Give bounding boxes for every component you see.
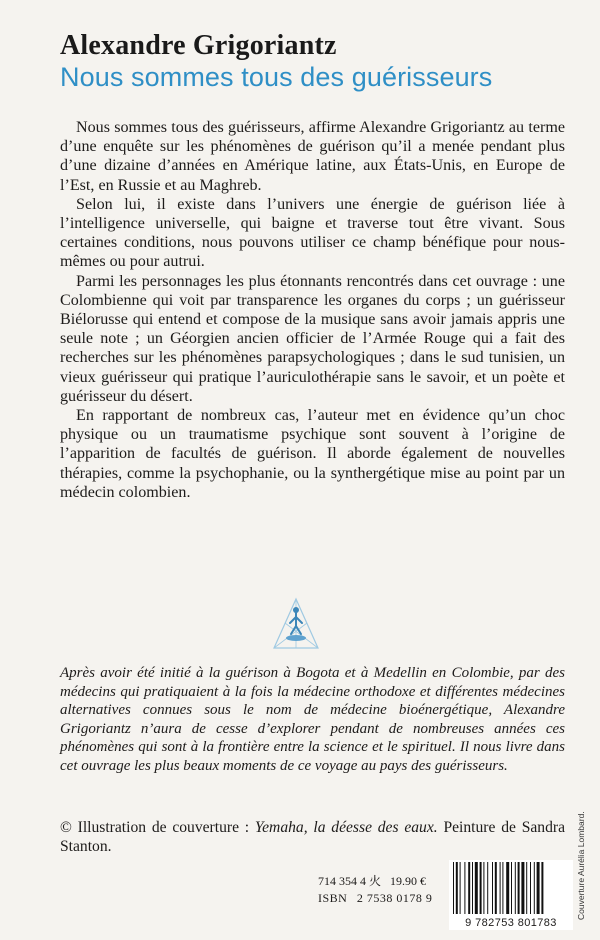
back-cover-text <box>60 118 565 502</box>
paragraph-1: Nous sommes tous des guérisseurs, affirme Alexandre Grigoriantz au terme d’une enquête sur les phénomènes de guérison qu’il a menée pendant plus d’une dizaine d’années en Amérique latine, aux États-Unis, en Europe de l’Est, en Russie et au Maghreb. <box>60 119 565 194</box>
barcode-bar <box>483 862 484 914</box>
credit-prefix: © Illustration de couverture : <box>60 819 255 836</box>
publisher-symbol: ⽕ <box>369 874 382 888</box>
barcode-bar <box>521 862 524 914</box>
barcode-bar <box>472 862 473 914</box>
isbn-number: 2 7538 0178 9 <box>356 891 433 905</box>
barcode-bar <box>506 862 509 914</box>
isbn-label: ISBN <box>318 891 348 905</box>
price-line <box>318 872 426 889</box>
cover-design-credit: Couverture Aurélia Lombard. <box>576 811 586 920</box>
barcode-bar <box>492 862 493 914</box>
publisher-logo-icon <box>271 596 321 652</box>
barcode-bar <box>464 862 465 914</box>
barcode-bar <box>456 862 458 914</box>
barcode-bar <box>515 862 516 914</box>
isbn-line <box>318 891 432 906</box>
product-code: 714 354 4 <box>318 874 366 888</box>
paragraph-3: Parmi les personnages les plus étonnants rencontrés dans cet ouvrage : une Colombienne qui voit par transparence les organes du corps ; un guérisseur Biélorusse qui entend et compose de la musique sans avoir jamais appris une seule note ; un Géorgien ancien officier de l’Armée Rouge qui a fait des recherches sur les phénomènes parapsychologiques ; dans le sud tunisien, un vieux guérisseur qui pratique l’auriculothérapie sans le savoir, et un poète et guérisseur du désert. <box>60 272 565 405</box>
price: 19.90 € <box>390 874 427 888</box>
paragraph-2: Selon lui, il existe dans l’univers une énergie de guérison liée à l’intelligence universelle, qui baigne et traverse tout être vivant. Sous certaines conditions, nous pouvons utiliser ce champ bénéfique pour nous-mêmes ou pour autrui. <box>60 195 565 271</box>
barcode-digits: 9 782753 801783 <box>449 917 573 929</box>
barcode-bar <box>487 862 488 914</box>
illustration-credit <box>60 818 565 856</box>
barcode-bar <box>502 862 503 914</box>
barcode-bar <box>500 862 501 914</box>
barcode-bar <box>537 862 540 914</box>
credit-suffix: Peinture de Sandra Stanton. <box>60 819 565 855</box>
barcode-bar <box>534 862 535 914</box>
paragraph-4: En rapportant de nombreux cas, l’auteur met en évidence qu’un choc physique ou un traumatisme psychique sont souvent à l’origine de l’apparition de facultés de guérison. Il aborde également de nouvelles thérapies, comme la psychophanie, ou la synthergétique mise au point par un médecin colombien. <box>60 407 565 501</box>
barcode-bar <box>480 862 482 914</box>
barcode-bar <box>541 862 543 914</box>
barcode-bar <box>526 862 527 914</box>
barcode-bar <box>468 862 470 914</box>
author-blurb: Après avoir été initié à la guérison à Bogota et à Medellin en Colombie, par des médecins qui pratiquaient à la fois la médecine orthodoxe et différentes médecines alternatives connues sous le nom de médecine bioénergétique, Alexandre Grigoriantz n’aura de cesse d’explorer pendant de nombreuses années ces phénomènes qui sont à la frontière entre la science et le spirituel. Il nous livre dans cet ouvrage les plus beaux moments de ce voyage au pays des guérisseurs. <box>60 665 565 774</box>
barcode-bar <box>518 862 520 914</box>
author-name: Alexandre Grigoriantz <box>60 30 337 61</box>
barcode-bar <box>530 862 531 914</box>
barcode-bar <box>460 862 461 914</box>
book-title: Nous sommes tous des guérisseurs <box>60 62 493 92</box>
barcode-bars <box>449 860 573 916</box>
barcode-bar <box>511 862 512 914</box>
barcode-bar <box>453 862 454 914</box>
barcode-bar <box>475 862 478 914</box>
barcode <box>449 860 573 930</box>
barcode-bar <box>495 862 497 914</box>
credit-work-title: Yemaha, la déesse des eaux. <box>254 819 438 836</box>
